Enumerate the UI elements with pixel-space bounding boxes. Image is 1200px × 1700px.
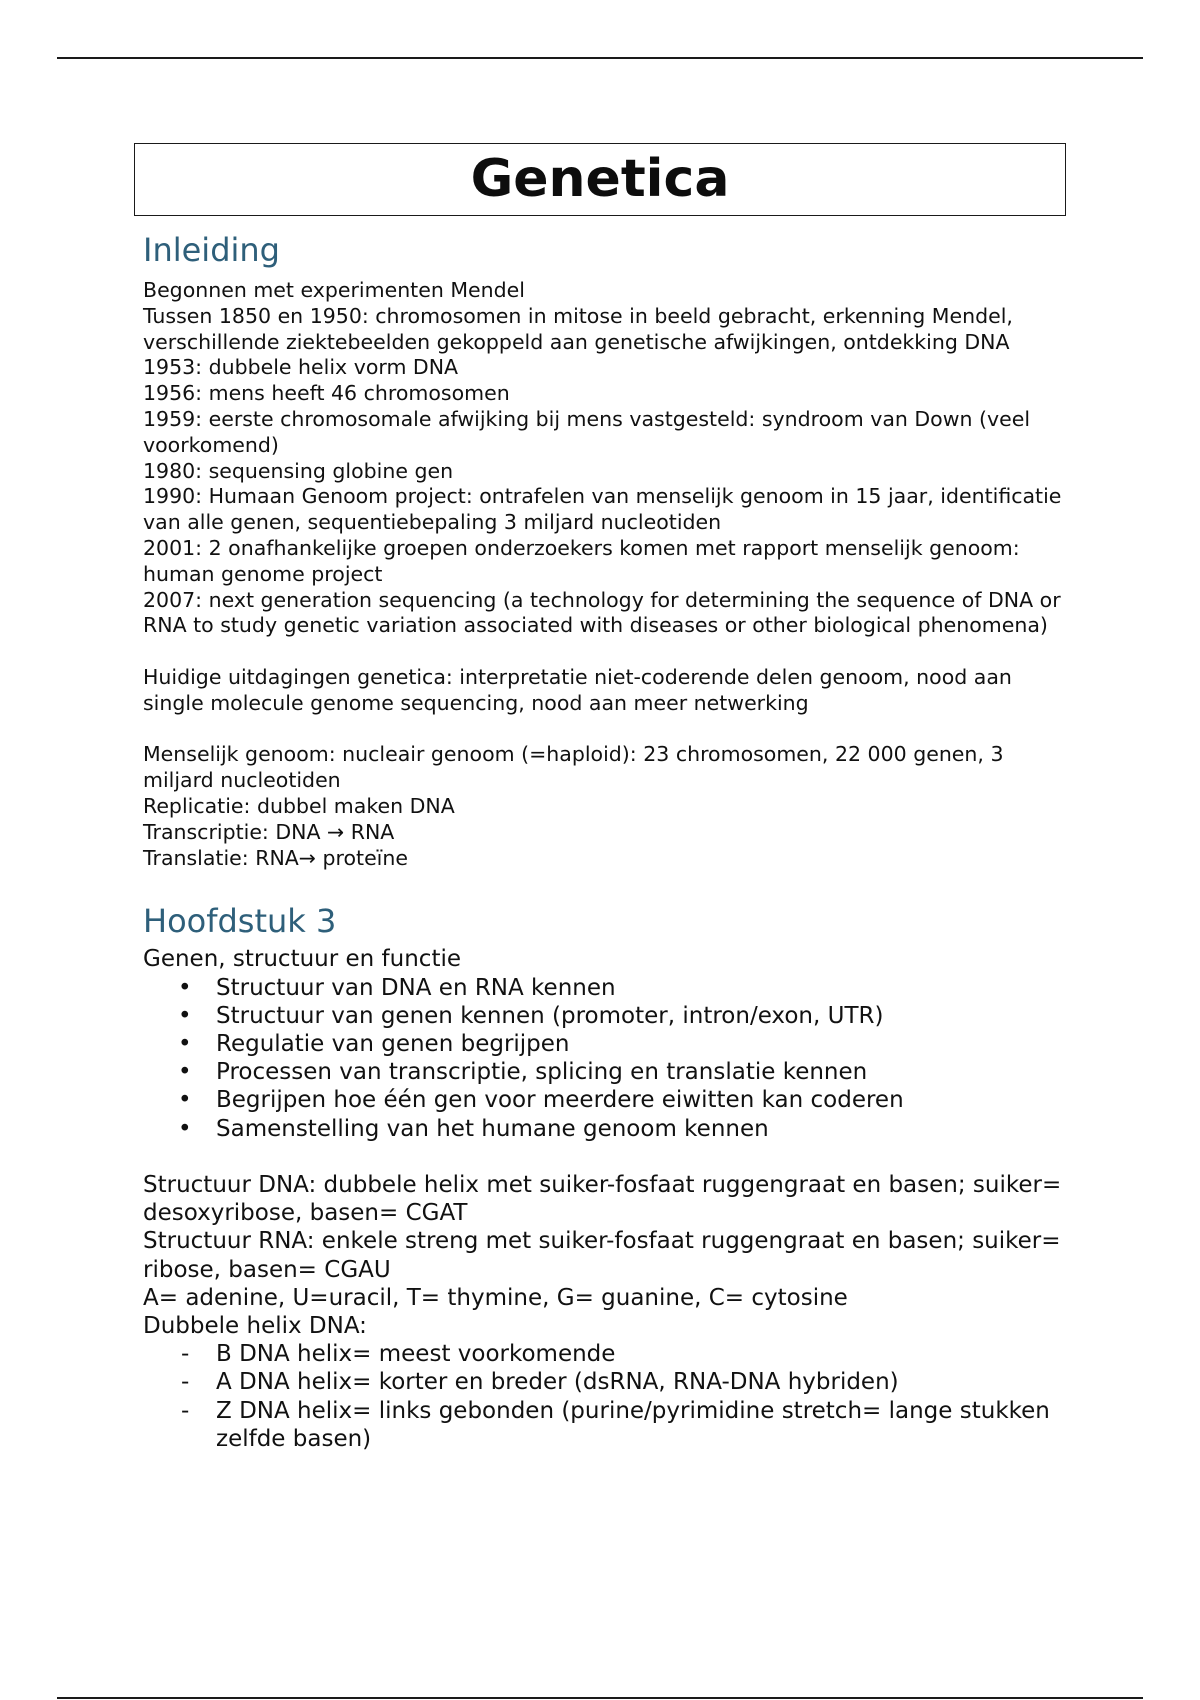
structure-line: Structuur DNA: dubbele helix met suiker-fosfaat ruggengraat en basen; suiker= desoxyribose, basen= CGAT bbox=[143, 1171, 1062, 1227]
structure-line: Structuur RNA: enkele streng met suiker-fosfaat ruggengraat en basen; suiker= ribose, basen= CGAU bbox=[143, 1228, 1061, 1283]
bullet-icon: • bbox=[178, 1087, 192, 1114]
dash-icon: - bbox=[181, 1369, 190, 1396]
bullet-icon: • bbox=[178, 974, 192, 1001]
genome-line: Replicatie: dubbel maken DNA bbox=[143, 793, 455, 818]
list-item bbox=[143, 1340, 1073, 1368]
list-item bbox=[143, 1397, 1073, 1453]
objective-text: Processen van transcriptie, splicing en translatie kennen bbox=[216, 1059, 868, 1086]
intro-line: 1980: sequensing globine gen bbox=[143, 458, 454, 483]
list-item bbox=[143, 1086, 1073, 1114]
intro-line: 1959: eerste chromosomale afwijking bij mens vastgesteld: syndroom van Down (veel voorkomend) bbox=[143, 406, 1031, 457]
bullet-icon: • bbox=[178, 1002, 192, 1029]
dash-icon: - bbox=[181, 1397, 190, 1424]
heading-hoofdstuk-3: Hoofdstuk 3 bbox=[143, 902, 337, 941]
objective-text: Samenstelling van het humane genoom kennen bbox=[216, 1115, 769, 1142]
bullet-icon: • bbox=[178, 1115, 192, 1142]
objective-text: Begrijpen hoe één gen voor meerdere eiwitten kan coderen bbox=[216, 1087, 904, 1114]
header-rule bbox=[57, 57, 1143, 59]
challenges-paragraph: Huidige uitdagingen genetica: interpretatie niet-coderende delen genoom, nood aan single molecule genome sequencing, nood aan meer netwerking bbox=[143, 664, 1012, 715]
list-item bbox=[143, 1115, 1073, 1143]
helix-type-text: Z DNA helix= links gebonden (purine/pyrimidine stretch= lange stukken zelfde basen) bbox=[216, 1397, 1050, 1452]
objective-text: Structuur van DNA en RNA kennen bbox=[216, 974, 616, 1001]
bullet-icon: • bbox=[178, 1059, 192, 1086]
chapter3-section bbox=[143, 945, 1073, 1453]
heading-inleiding: Inleiding bbox=[143, 231, 280, 269]
intro-line: Tussen 1850 en 1950: chromosomen in mitose in beeld gebracht, erkenning Mendel, verschillende ziektebeelden gekoppeld aan genetische afwijkingen, ontdekking DNA bbox=[143, 303, 1013, 354]
footer-rule bbox=[57, 1697, 1143, 1699]
list-item bbox=[143, 1030, 1073, 1058]
list-item bbox=[143, 974, 1073, 1002]
objectives-list bbox=[143, 974, 1073, 1143]
intro-line: 2007: next generation sequencing (a technology for determining the sequence of DNA or RNA to study genetic variation associated with diseases or other biological phenomena) bbox=[143, 587, 1061, 638]
chapter3-subtitle: Genen, structuur en functie bbox=[143, 946, 462, 973]
structure-line: Dubbele helix DNA: bbox=[143, 1312, 367, 1339]
objective-text: Regulatie van genen begrijpen bbox=[216, 1030, 570, 1057]
list-item bbox=[143, 1058, 1073, 1086]
intro-line: 1956: mens heeft 46 chromosomen bbox=[143, 381, 510, 406]
objective-text: Structuur van genen kennen (promoter, intron/exon, UTR) bbox=[216, 1002, 884, 1029]
intro-line: 1953: dubbele helix vorm DNA bbox=[143, 355, 459, 380]
intro-section bbox=[143, 278, 1073, 871]
helix-types-list bbox=[143, 1340, 1073, 1453]
genome-line: Translatie: RNA→ proteïne bbox=[143, 845, 408, 870]
intro-line: Begonnen met experimenten Mendel bbox=[143, 278, 525, 302]
bullet-icon: • bbox=[178, 1030, 192, 1057]
list-item bbox=[143, 1002, 1073, 1030]
intro-line: 2001: 2 onafhankelijke groepen onderzoekers komen met rapport menselijk genoom: human genome project bbox=[143, 535, 1020, 586]
document-page bbox=[143, 143, 1073, 1453]
genome-line: Transcriptie: DNA → RNA bbox=[143, 819, 395, 844]
list-item bbox=[143, 1368, 1073, 1396]
dash-icon: - bbox=[181, 1341, 190, 1368]
document-title: Genetica bbox=[134, 143, 1066, 216]
helix-type-text: A DNA helix= korter en breder (dsRNA, RNA-DNA hybriden) bbox=[216, 1369, 899, 1396]
helix-type-text: B DNA helix= meest voorkomende bbox=[216, 1341, 616, 1368]
intro-line: 1990: Humaan Genoom project: ontrafelen van menselijk genoom in 15 jaar, identificatie van alle genen, sequentiebepaling 3 miljard nucleotiden bbox=[143, 484, 1062, 535]
genome-line: Menselijk genoom: nucleair genoom (=haploid): 23 chromosomen, 22 000 genen, 3 miljard nucleotiden bbox=[143, 742, 1004, 793]
structure-line: A= adenine, U=uracil, T= thymine, G= guanine, C= cytosine bbox=[143, 1284, 848, 1311]
